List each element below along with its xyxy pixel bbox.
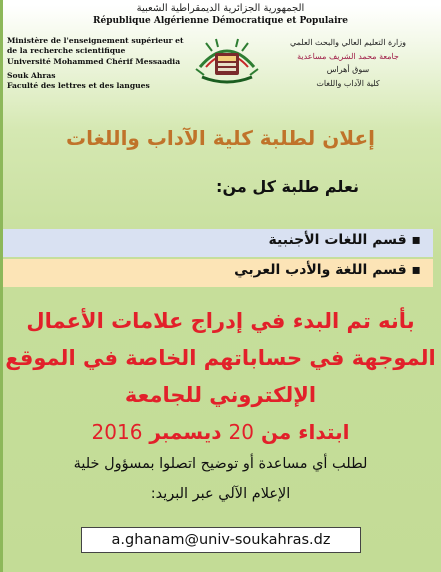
date-day: 20 (228, 420, 254, 444)
message-line: بأنه تم البدء في إدراج علامات الأعمال (26, 309, 415, 333)
department-label: ▪ قسم اللغات الأجنبية (268, 232, 421, 248)
date-year: 2016 (91, 420, 143, 444)
department-item-arabic (3, 259, 433, 287)
university-logo (192, 33, 262, 89)
contact-email[interactable]: a.ghanam@univ-soukahras.dz (81, 527, 361, 553)
department-item-foreign-languages (3, 229, 433, 257)
header-fr-republic: République Algérienne Démocratique et Populaire (92, 16, 349, 26)
header-fr-faculty: Faculté des lettres et des langues (7, 81, 150, 91)
header-ar-block (263, 36, 433, 90)
announcement-title: إعلان لطلبة كلية الآداب واللغات (66, 126, 375, 150)
header-fr-ministry-1: Ministère de l'enseignement supérieur et (7, 36, 184, 45)
header-ar-ministry: وزارة التعليم العالي والبحث العلمي (290, 38, 406, 47)
header-fr-city: Souk Ahras (7, 70, 56, 80)
message-line: الإلكتروني للجامعة (124, 383, 317, 407)
date-prefix: ابتداء من (260, 420, 350, 444)
date-month: ديسمبر (149, 420, 222, 444)
header-ar-republic: الجمهورية الجزائرية الديمقراطية الشعبية (136, 3, 305, 14)
help-text (0, 449, 441, 509)
header-fr-ministry-2: de la recherche scientifique (7, 46, 126, 56)
header-fr-university: Université Mohammed Chérif Messaadia (7, 56, 181, 66)
header-ar-city: سوق أهراس (326, 65, 370, 74)
department-label: ▪ قسم اللغة والأدب العربي (234, 262, 421, 278)
help-line: الإعلام الآلي عبر البريد: (150, 486, 291, 502)
announcement-intro: نعلم طلبة كل من: (216, 177, 359, 196)
start-date (0, 420, 441, 444)
announcement-message (0, 303, 441, 414)
header-ar-university: جامعة محمد الشريف مساعدية (297, 51, 399, 61)
header-fr-block (7, 36, 212, 91)
header-ar-faculty: كلية الآداب واللغات (316, 78, 380, 88)
help-line: لطلب أي مساعدة أو توضيح اتصلوا بمسؤول خلية (73, 456, 368, 472)
message-line: الموجهة في حساباتهم الخاصة في الموقع (5, 346, 436, 370)
